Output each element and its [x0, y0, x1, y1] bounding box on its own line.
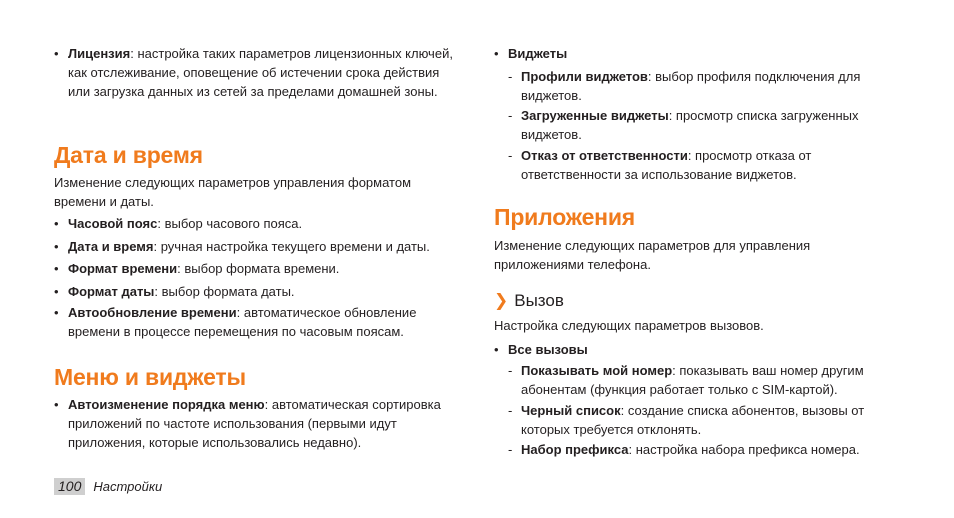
call-subitem-show-number: [494, 361, 904, 399]
applications-intro: Изменение следующих параметров для управления приложениями телефона.: [494, 238, 811, 272]
call-intro: Настройка следующих параметров вызовов.: [494, 318, 764, 333]
item-text: : просмотр списка загруженных виджетов.: [521, 108, 859, 142]
item-term: Формат времени: [68, 261, 178, 276]
call-subitem-prefix: [494, 440, 904, 459]
item-text: : создание списка абонентов, вызовы от которых требуется отклонять.: [521, 403, 865, 437]
datetime-item-time-format: [54, 259, 464, 278]
all-calls-item: [494, 340, 904, 359]
item-term: Автоизменение порядка меню: [68, 397, 265, 412]
item-term: Отказ от ответственности: [521, 148, 688, 163]
license-text: : настройка таких параметров лицензионных ключей, как отслеживание, оповещение об истечении срока действия или загрузка данных из сетей за пределами домашней зоны.: [68, 46, 453, 99]
widgets-term: Виджеты: [508, 46, 568, 61]
applications-heading: Приложения: [494, 204, 636, 230]
datetime-item-timezone: [54, 214, 464, 233]
menu-widgets-heading: Меню и виджеты: [54, 364, 246, 390]
item-text: : ручная настройка текущего времени и даты.: [153, 239, 430, 254]
item-term: Формат даты: [68, 284, 155, 299]
widgets-subitem-downloaded: [494, 106, 904, 144]
menu-item-auto-sort: [54, 395, 464, 452]
call-title: Вызов: [514, 291, 564, 310]
item-text: : выбор формата времени.: [177, 261, 340, 276]
item-text: : показывать ваш номер другим абонентам (функция работает только с SIM-картой).: [521, 363, 864, 397]
item-term: Часовой пояс: [68, 216, 158, 231]
widgets-item: [494, 44, 904, 63]
all-calls-term: Все вызовы: [508, 342, 588, 357]
item-text: : настройка набора префикса номера.: [628, 442, 860, 457]
chevron-right-icon: ❯: [494, 291, 509, 310]
item-term: Показывать мой номер: [521, 363, 673, 378]
page-number: 100: [54, 478, 85, 495]
datetime-heading: Дата и время: [54, 142, 203, 168]
item-text: : просмотр отказа от ответственности за использование виджетов.: [521, 148, 812, 182]
datetime-intro: Изменение следующих параметров управления форматом времени и даты.: [54, 175, 412, 209]
item-text: : выбор часового пояса.: [157, 216, 303, 231]
datetime-item-date-format: [54, 282, 464, 301]
license-term: Лицензия: [68, 46, 131, 61]
widgets-subitem-profiles: [494, 67, 904, 105]
item-text: : автоматическое обновление времени в процессе перемещения по часовым поясам.: [68, 305, 417, 339]
datetime-item-date-time: [54, 237, 464, 256]
section-name: Настройки: [93, 479, 163, 494]
item-text: : выбор формата даты.: [154, 284, 295, 299]
item-term: Дата и время: [68, 239, 154, 254]
item-term: Черный список: [521, 403, 621, 418]
license-item: [54, 44, 464, 101]
item-term: Автообновление времени: [68, 305, 237, 320]
item-term: Профили виджетов: [521, 69, 648, 84]
item-term: Набор префикса: [521, 442, 629, 457]
item-term: Загруженные виджеты: [521, 108, 669, 123]
widgets-subitem-disclaimer: [494, 146, 904, 184]
page-footer: [54, 478, 162, 495]
item-text: : автоматическая сортировка приложений по частоте использования (первыми идут приложения, которые использовались недавно).: [68, 397, 441, 450]
datetime-item-auto-update: [54, 303, 464, 341]
call-subitem-blacklist: [494, 401, 904, 439]
item-text: : выбор профиля подключения для виджетов.: [521, 69, 861, 103]
call-subheading: [494, 290, 564, 312]
